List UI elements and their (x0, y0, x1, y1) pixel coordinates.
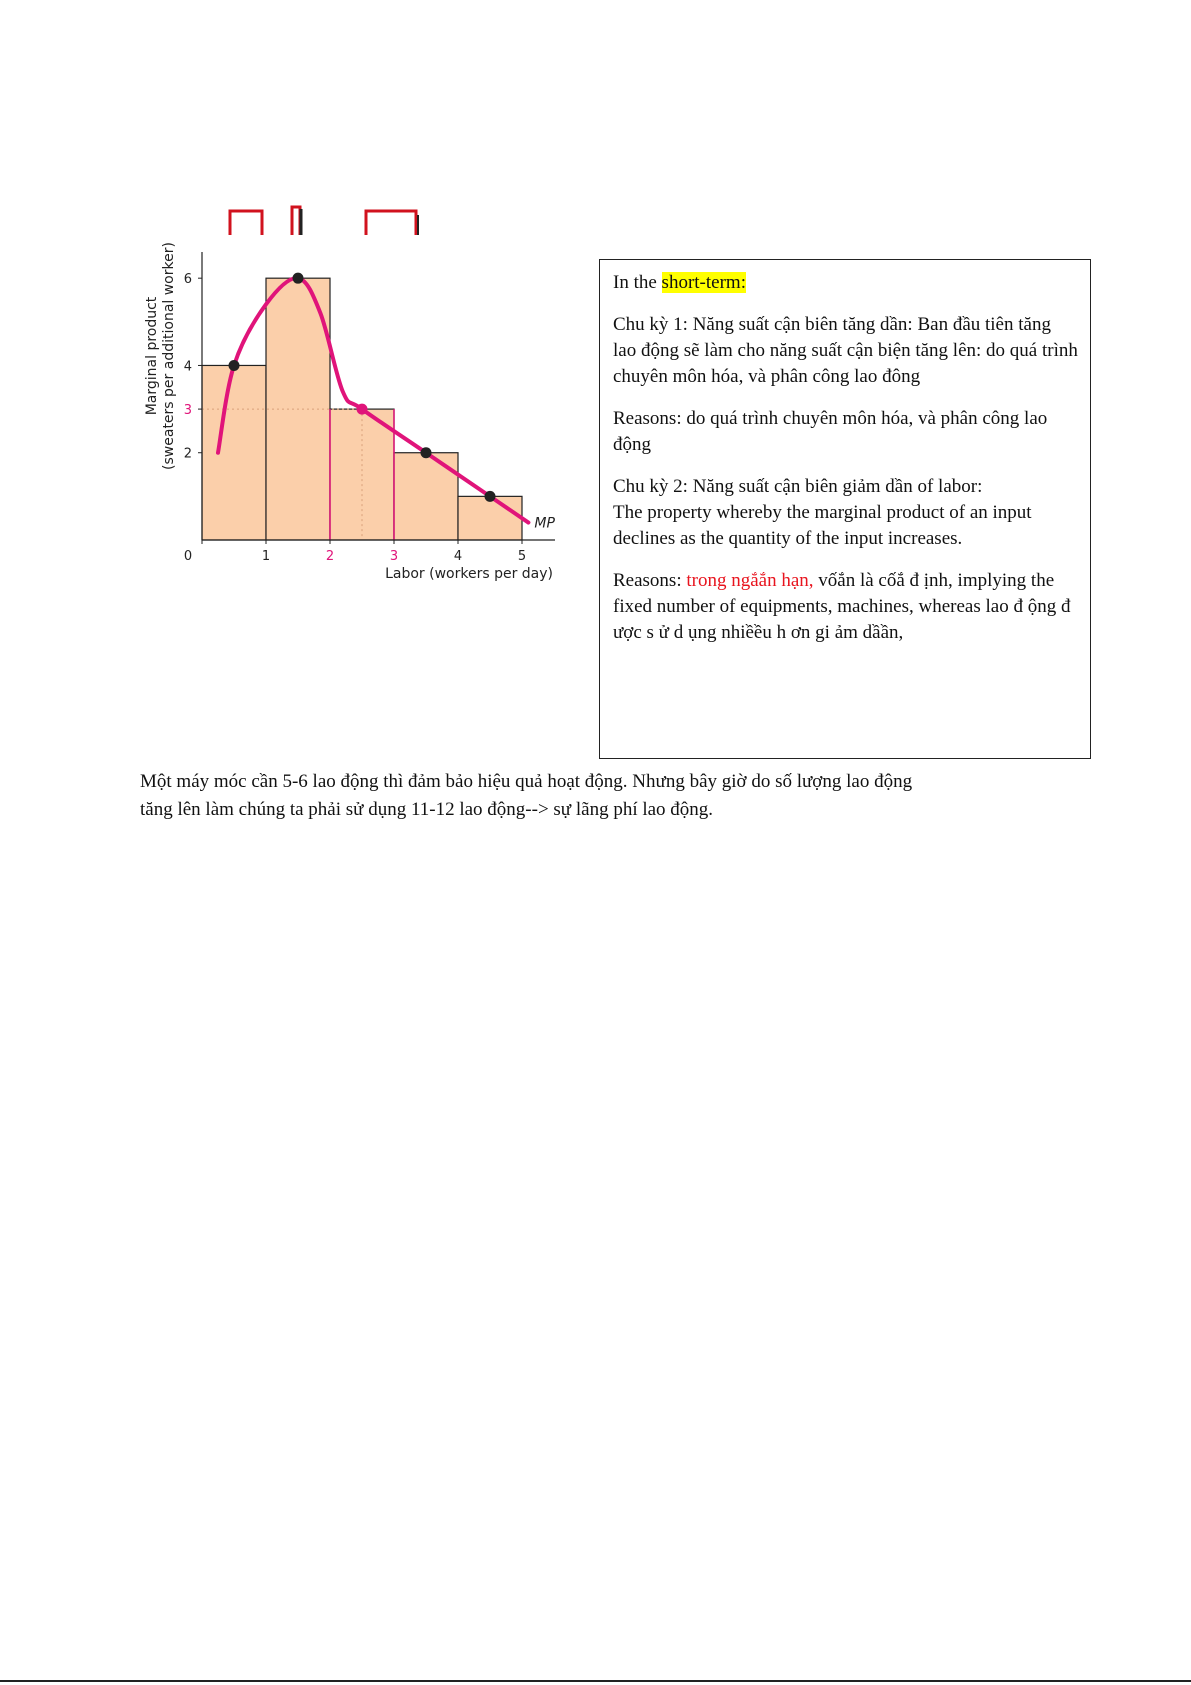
marginal-product-chart (140, 240, 580, 630)
y-tick-label-3: 3 (183, 403, 192, 419)
x-tick-label-0: 0 (183, 549, 193, 564)
footer-line-1: Một máy móc cần 5-6 lao động thì đảm bảo hiệu quả hoạt động. Nhưng bây giờ do số lượng lao động (140, 771, 913, 792)
cycle2-body: The property whereby the marginal product of an input declines as the quantity of the input increases. (613, 502, 1032, 549)
intro-highlight: short-term: (661, 272, 746, 293)
intro-prefix: In the (613, 272, 662, 293)
footer-line-2: tăng lên làm chúng ta phải sử dụng 11-12 lao động--> sự lãng phí lao động. (140, 799, 714, 820)
bottom-rule (0, 1680, 1191, 1682)
y-axis-label-line2: (sweaters per additional worker) (161, 242, 177, 470)
reasons2-red: trong ngắắn hạn, (686, 570, 814, 591)
data-point-2 (293, 273, 304, 284)
bar-5 (458, 496, 522, 540)
y-axis-label-line1: Marginal product (144, 296, 160, 416)
x-tick-label-3: 3 (389, 549, 399, 564)
mp-curve-label: MP (534, 515, 555, 532)
x-tick-label-2: 2 (325, 549, 335, 564)
reasons1-paragraph: Reasons: do quá trình chuyên môn hóa, và phân công lao động (613, 408, 1048, 455)
x-axis-label: Labor (workers per day) (385, 566, 553, 582)
x-tick-label-5: 5 (517, 549, 527, 564)
data-point-4 (421, 447, 432, 458)
x-tick-label-4: 4 (453, 549, 463, 564)
intro-line (613, 270, 1078, 296)
y-tick-label-2: 2 (183, 446, 192, 462)
x-tick-label-1: 1 (261, 549, 271, 564)
data-point-5 (485, 491, 496, 502)
data-point-3 (357, 404, 368, 415)
y-tick-label-6: 6 (183, 272, 192, 288)
reasons2-paragraph (613, 568, 1078, 646)
cycle1-paragraph: Chu kỳ 1: Năng suất cận biên tăng dần: Ban đầu tiên tăng lao động sẽ làm cho năng suất cận biện tăng lên: do quá trình chuyên môn hóa, và phân công lao đông (613, 314, 1078, 387)
bar-1 (202, 365, 266, 540)
cycle2-title: Chu kỳ 2: Năng suất cận biên giảm dần of labor: (613, 476, 983, 497)
y-tick-label-4: 4 (183, 359, 192, 375)
data-point-1 (229, 360, 240, 371)
reasons2-prefix: Reasons: (613, 570, 687, 591)
reasons2-rest: vốắn là cốắ đ ịnh, implying the fixed number of equipments, machines, whereas lao đ ộng đ ược s ử d ụng nhiềều h ơn gi ảm dầần, (613, 570, 1071, 643)
red-bracket-marks (220, 205, 440, 235)
footer-paragraph (140, 768, 1070, 824)
short-term-explanation-box (599, 259, 1091, 759)
